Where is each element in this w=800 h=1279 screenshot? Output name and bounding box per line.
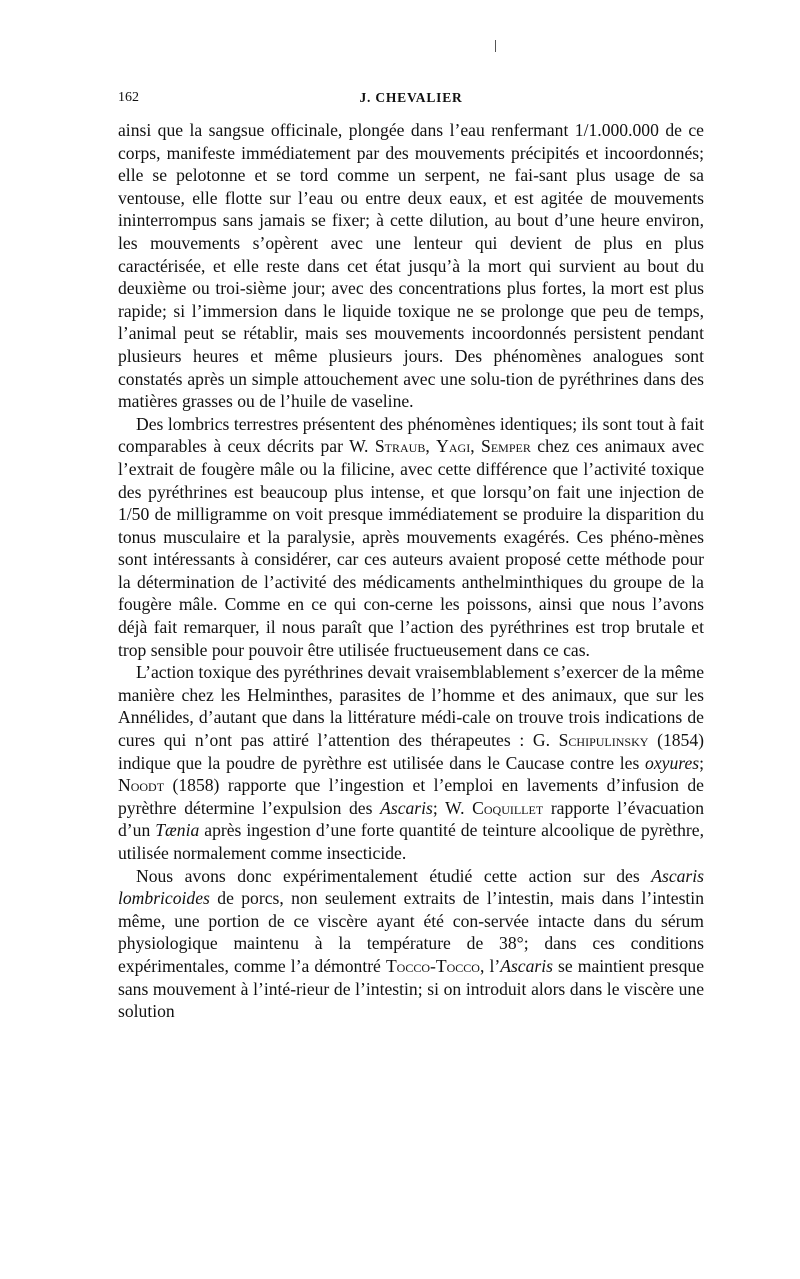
italic-term: Tænia (155, 820, 200, 841)
text-run: (1854) indique que la poudre de pyrèthre est utilisée dans le Caucase contre les (118, 730, 704, 773)
italic-term: Ascaris (380, 797, 433, 818)
text-run: L’action toxique des pyréthrines devait vraisemblablement s’exercer de la même manière chez les Helminthes, parasites de l’homme et des animaux, que sur les Annélides, d’autant que dans la littérature médi-cale on trouve trois indications de cures qui n’ont pas attiré l’attention des thérapeutes : G. (118, 662, 704, 751)
author-name: Yagi (436, 436, 471, 457)
scan-mark (495, 40, 496, 52)
italic-term: oxyures (645, 752, 700, 773)
running-head: J. CHEVALIER (359, 90, 463, 105)
text-run: Nous avons donc expérimentalement étudié cette action sur des (136, 865, 652, 886)
text-run: ; W. (432, 797, 473, 818)
paragraph (118, 413, 704, 662)
text-run: ainsi que la sangsue officinale, plongée dans l’eau renfermant 1/1.000.000 de ce corps, manifeste immédiatement par des mouvements précipités et incoordonnés; elle se pelotonne et se tord comme un serpent, ne fai-sant plus usage de sa ventouse, elle flotte sur l’eau ou entre deux eaux, et est agitée de mouvements ininterrompus sans jamais se fixer; à cette dilution, au bout d’une heure environ, les mouvements s’opèrent avec une lenteur qui devient de plus en plus caractérisée, et elle reste dans cet état jusqu’à la mort qui survient au bout du deuxième ou troi-sième jour; avec des concentrations plus fortes, la mort est plus rapide; si l’immersion dans le liquide toxique ne se prolonge que peu de temps, l’animal peut se rétablir, mais ses mouvements incoordonnés persistent pendant plusieurs heures et même plusieurs jours. Des phénomènes analogues sont constatés après un simple attouchement avec une solu-tion de pyréthrines dans des matières grasses ou de l’huile de vaseline. (118, 120, 704, 412)
author-name: Schipulinsky (558, 730, 649, 751)
author-name: Noodt (118, 775, 165, 796)
italic-term: Ascaris (500, 955, 553, 976)
author-name: Semper (481, 436, 531, 457)
text-run: , (470, 436, 482, 457)
author-name: Tocco-Tocco (385, 955, 480, 976)
text-run: (1858) rapporte que l’ingestion et l’emploi en lavements d’infusion de pyrèthre détermine l’expulsion des (118, 775, 704, 818)
page-header (118, 90, 704, 110)
text-run: après ingestion d’une forte quantité de teinture alcoolique de pyrèthre, utilisée normalement comme insecticide. (118, 820, 704, 863)
author-name: Straub (374, 436, 426, 457)
text-run: chez ces animaux avec l’extrait de fougère mâle ou la filicine, avec cette différence que l’activité toxique des pyréthrines est beaucoup plus intense, et que lorsqu’on fait une injection de 1/50 de milligramme on voit presque immédiatement se produire la disparition du tonus musculaire et la paralysie, après mouvements exagérés. Ces phéno-mènes sont intéressants à considérer, car ces auteurs avaient proposé cette méthode pour la détermination de l’activité des médicaments anthelminthiques du groupe de la fougère mâle. Comme en ce qui con-cerne les poissons, ainsi que nous l’avons déjà fait remarquer, il nous paraît que l’action des pyréthrines est trop brutale et trop sensible pour pouvoir être utilisée fructueusement dans ce cas. (118, 436, 705, 660)
paragraph (118, 865, 704, 1023)
body-text (118, 119, 704, 1023)
text-run: rapporte l’évacuation d’un (118, 797, 705, 841)
text-run: , (425, 436, 437, 457)
author-name: Coquillet (472, 797, 544, 818)
text-run: de porcs, non seulement extraits de l’intestin, mais dans l’intestin même, une portion de ce viscère ayant été con-servée intacte dans du sérum physiologique maintenu à la température de 38°; dans ces conditions expérimentales, comme l’a démontré (118, 888, 704, 976)
paragraph (118, 661, 704, 864)
text-run: se maintient presque sans mouvement à l’inté-rieur de l’intestin; si on introduit alors dans le viscère une solution (118, 955, 705, 1022)
text-run: Des lombrics terrestres présentent des phénomènes identiques; ils sont tout à fait comparables à ceux décrits par W. (118, 413, 704, 457)
text-run: ; (699, 752, 704, 773)
paragraph (118, 119, 704, 413)
text-run: , l’ (479, 955, 501, 976)
page-number: 162 (118, 90, 139, 105)
italic-term: Ascaris lombricoides (118, 865, 704, 909)
